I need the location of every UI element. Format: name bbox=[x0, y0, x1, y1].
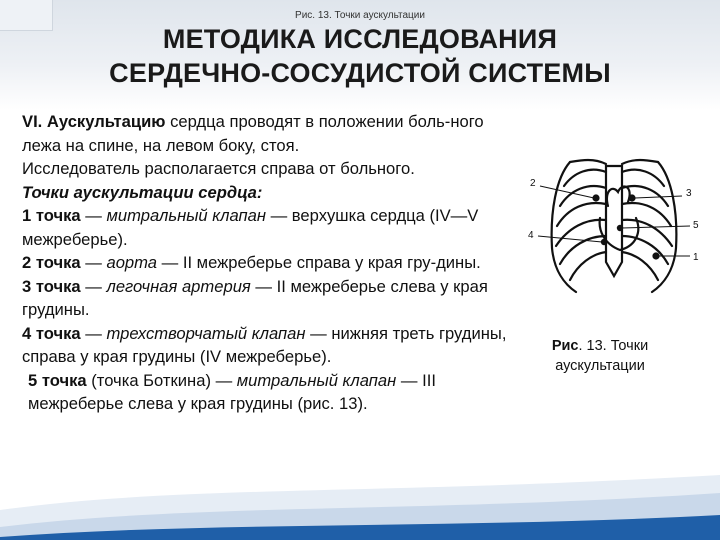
point-valve: трехстворчатый клапан bbox=[106, 323, 306, 343]
figure-label-5: 5 bbox=[693, 220, 699, 231]
title-line-1: МЕТОДИКА ИССЛЕДОВАНИЯ bbox=[162, 24, 558, 54]
point-5 bbox=[0, 369, 512, 416]
paragraph-text: Исследователь располагается справа от больного. bbox=[22, 159, 415, 178]
section-heading: VI. Аускультацию bbox=[22, 112, 166, 131]
figure-label-1: 1 bbox=[693, 252, 699, 263]
point-location: — II межреберье справа у края гру-дины. bbox=[157, 253, 481, 272]
point-label: 3 точка bbox=[22, 276, 81, 296]
page-title bbox=[0, 22, 720, 90]
figure-label-2: 2 bbox=[530, 178, 536, 189]
title-line-2: СЕРДЕЧНО-СОСУДИСТОЙ СИСТЕМЫ bbox=[109, 58, 611, 88]
dash: — bbox=[80, 253, 107, 272]
caption-line-2: аускультации bbox=[555, 358, 645, 374]
paragraph-examiner bbox=[0, 157, 512, 181]
points-heading bbox=[0, 181, 512, 205]
dash: — bbox=[80, 323, 107, 343]
caption-name: Рис bbox=[551, 338, 579, 354]
point-location: — II межреберье слева у края грудины. bbox=[22, 276, 488, 319]
point-4 bbox=[0, 322, 512, 369]
caption-number: . 13. Точки bbox=[578, 338, 649, 354]
point-label: 4 точка bbox=[22, 323, 81, 343]
bottom-wave-decoration bbox=[0, 455, 720, 540]
figure-label-4: 4 bbox=[528, 230, 534, 241]
paragraph-auscultation bbox=[0, 110, 512, 157]
point-valve: аорта bbox=[106, 253, 158, 272]
point-valve: митральный клапан bbox=[236, 370, 397, 390]
paragraph-text: сердца проводят в положении боль-ного лежа на спине, на левом боку, стоя. bbox=[22, 112, 484, 155]
dash: — bbox=[80, 206, 107, 225]
point-location: — нижняя треть грудины, справа у края грудины (IV межреберье). bbox=[22, 323, 507, 366]
points-heading-text: Точки аускультации сердца: bbox=[22, 182, 263, 202]
point-2 bbox=[0, 251, 512, 275]
small-caption: Рис. 13. Точки аускультации bbox=[295, 10, 425, 21]
point-label: 1 точка bbox=[22, 206, 81, 225]
point-location: — III межреберье слева у края грудины (рис. 13). bbox=[28, 370, 436, 413]
point-valve: митральный клапан bbox=[106, 206, 266, 225]
point-label: 2 точка bbox=[22, 253, 81, 272]
point-3 bbox=[0, 275, 512, 322]
point-label: 5 точка bbox=[28, 370, 87, 390]
point-location: — верхушка сердца (IV—V межреберье). bbox=[22, 206, 479, 249]
chest-auscultation-figure bbox=[508, 152, 718, 297]
figure-label-3: 3 bbox=[686, 188, 692, 199]
point-note: (точка Боткина) — bbox=[86, 370, 237, 390]
figure-caption bbox=[530, 336, 670, 376]
point-1 bbox=[0, 204, 512, 251]
point-valve: легочная артерия bbox=[106, 276, 251, 296]
caption-line-1 bbox=[530, 336, 670, 356]
body-text bbox=[0, 110, 512, 416]
dash: — bbox=[80, 276, 107, 296]
